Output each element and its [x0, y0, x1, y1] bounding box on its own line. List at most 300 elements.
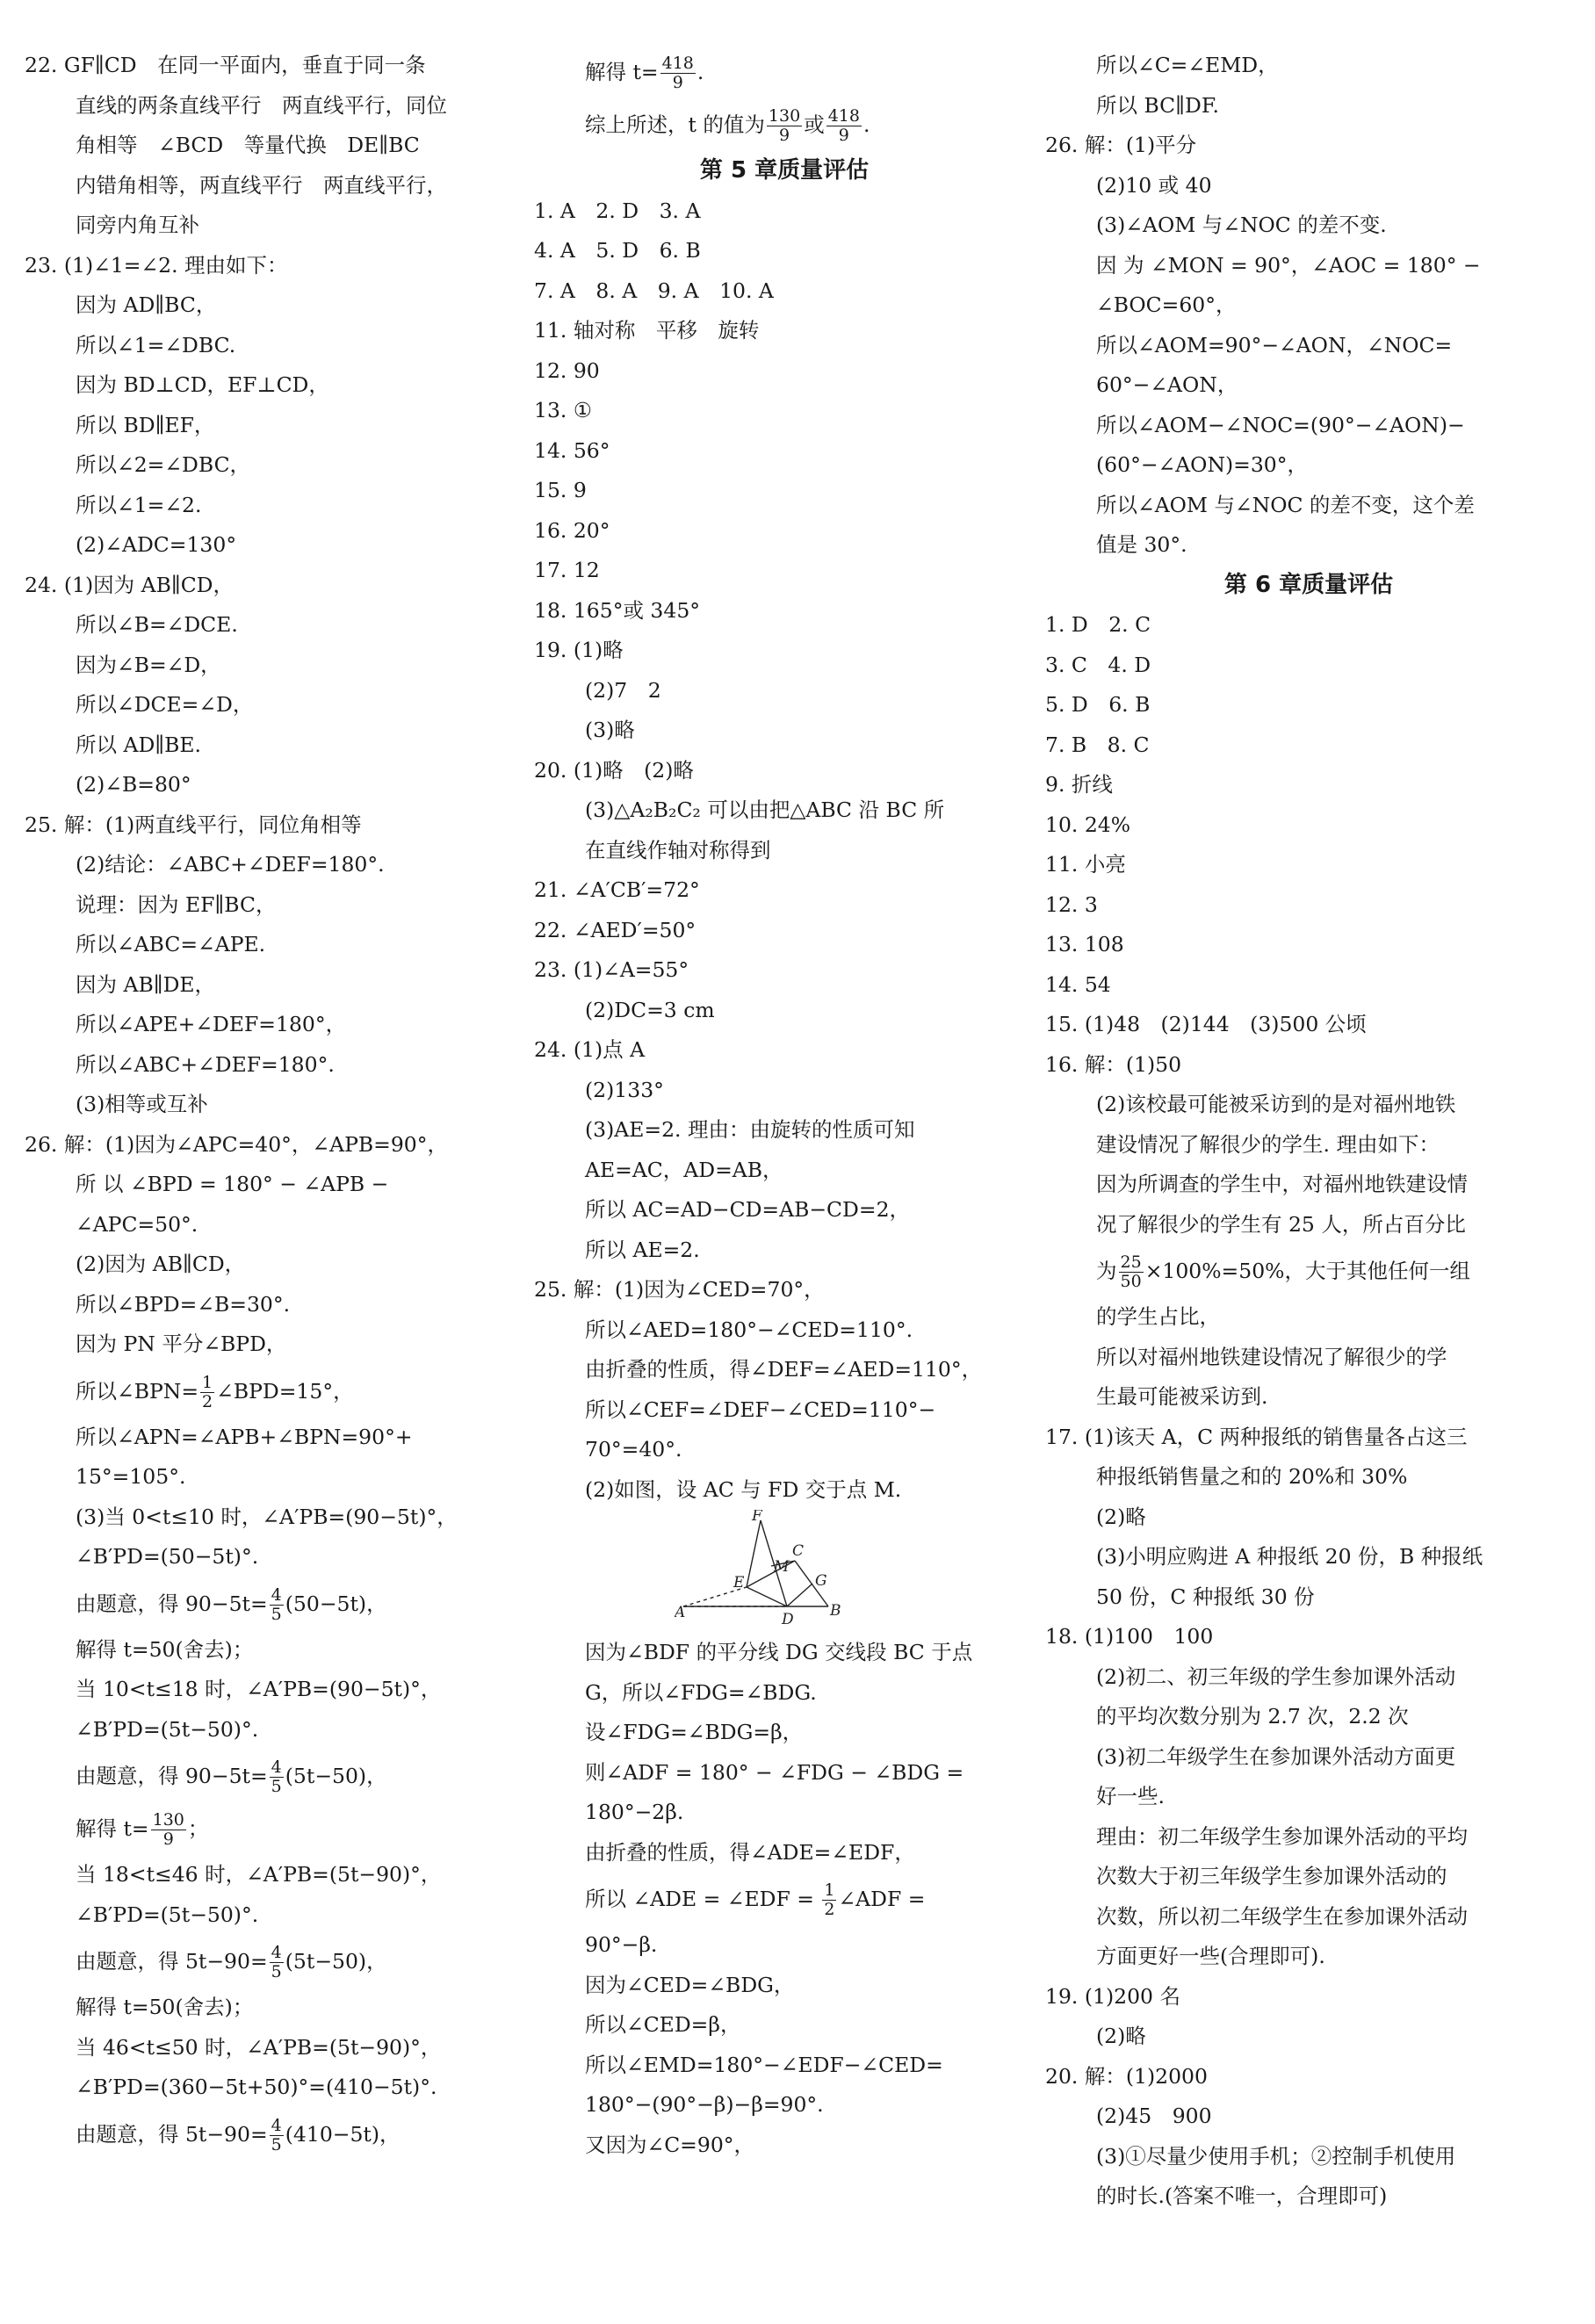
fig-label-C: C [792, 1542, 805, 1560]
text-segment: (2)该校最可能被采访到的是对福州地铁 [1096, 1092, 1456, 1116]
answer-line [534, 991, 1035, 1031]
answer-line [534, 391, 1035, 431]
text-segment: 12. 3 [1045, 891, 1098, 917]
text-segment: 16. 解：(1)50 [1045, 1051, 1182, 1077]
text-segment: 由题意，得 5t−90= [76, 1949, 268, 1974]
text-segment: (3)初二年级学生在参加课外活动方面更 [1096, 1743, 1456, 1769]
text-segment: 次数，所以初二年级学生在参加课外活动 [1096, 1903, 1468, 1929]
line-F-E [747, 1520, 761, 1587]
answer-line [1045, 1897, 1572, 1938]
answer-line [25, 646, 516, 686]
answer-line [1045, 126, 1572, 166]
text-segment: 综上所述，t 的值为 [585, 112, 765, 137]
fraction-numerator: 25 [1120, 1252, 1142, 1272]
answer-line [534, 1110, 1035, 1151]
text-segment: 当 10<t≤18 时，∠A′PB=(90−5t)°， [76, 1677, 442, 1701]
text-segment: 则∠ADF = 180° − ∠FDG − ∠BDG = [585, 1759, 964, 1785]
fraction-numerator: 4 [271, 1757, 282, 1777]
text-segment: ∠ADF = [838, 1887, 926, 1911]
text-segment: 19. (1)200 名 [1045, 1983, 1180, 2009]
text-segment: 又因为∠C=90°， [585, 2132, 755, 2157]
answer-line [1045, 1777, 1572, 1817]
answer-line [534, 1350, 1035, 1390]
text-segment: 同旁内角互补 [76, 213, 199, 237]
text-segment: (2)因为 AB∥CD， [76, 1252, 246, 1276]
text-segment: (50−5t)， [285, 1591, 387, 1616]
answer-line [1045, 1125, 1572, 1166]
text-segment: ∠APC=50°. [76, 1211, 198, 1237]
answer-line [1045, 1377, 1572, 1418]
text-segment: 因为 BD⊥CD，EF⊥CD， [76, 372, 329, 397]
answer-line [1045, 285, 1572, 326]
answer-line [534, 431, 1035, 472]
answer-line [25, 1365, 516, 1418]
answer-line [534, 2085, 1035, 2126]
answer-line [25, 1418, 516, 1458]
text-segment: ×100%=50%，大于其他任何一组 [1144, 1259, 1470, 1283]
text-segment: 所以∠AOM=90°−∠AON，∠NOC= [1096, 332, 1453, 357]
answer-line [1045, 1045, 1572, 1086]
answer-line [534, 2005, 1035, 2046]
text-segment: ∠BPD=15°， [216, 1378, 354, 1404]
answer-line [25, 805, 516, 846]
answer-line [534, 191, 1035, 232]
text-segment: 所以∠BPN= [76, 1378, 199, 1404]
text-segment: ∠B′PD=(50−5t)°. [76, 1544, 259, 1569]
answer-line [534, 1753, 1035, 1794]
text-segment: 10. 24% [1045, 812, 1131, 837]
fraction-numerator: 130 [768, 106, 801, 126]
answer-line [25, 86, 516, 126]
text-segment: 9. 折线 [1045, 772, 1113, 797]
text-segment: 由题意，得 90−5t= [76, 1591, 268, 1616]
text-segment: 24. (1)因为 AB∥CD， [25, 572, 235, 597]
answer-line [25, 126, 516, 166]
fraction [151, 1811, 186, 1849]
chapter-6-answers [1045, 605, 1572, 2217]
text-segment: 19. (1)略 [534, 638, 624, 662]
text-segment: . [696, 60, 704, 84]
fraction [270, 1758, 284, 1796]
line-D-G [787, 1584, 812, 1606]
answer-line [534, 471, 1035, 511]
answer-line [534, 1151, 1035, 1191]
text-segment: 18. 165°或 345° [534, 597, 701, 623]
answer-line [534, 271, 1035, 312]
answer-line [1045, 1297, 1572, 1338]
fraction-denominator: 5 [271, 2134, 282, 2154]
answer-line [534, 911, 1035, 951]
answer-line [534, 1231, 1035, 1271]
answer-line [1045, 1937, 1572, 1977]
answer-line [25, 965, 516, 1006]
text-segment: 所以对福州地铁建设情况了解很少的学 [1096, 1344, 1447, 1369]
text-segment: 当 18<t≤46 时，∠A′PB=(5t−90)°， [76, 1862, 442, 1887]
answer-line [25, 46, 516, 86]
text-segment: 所以∠AOM 与∠NOC 的差不变，这个差 [1096, 492, 1475, 517]
answer-line [25, 1577, 516, 1630]
text-segment: 种报纸销售量之和的 20%和 30% [1096, 1464, 1408, 1489]
answer-line [25, 1457, 516, 1498]
answer-line [534, 1873, 1035, 1925]
answer-line [25, 2108, 516, 2161]
text-segment: (2)DC=3 cm [585, 997, 715, 1022]
fraction-denominator: 9 [779, 126, 790, 145]
answer-line [25, 1165, 516, 1205]
text-segment: 90°−β. [585, 1932, 658, 1957]
fraction [660, 54, 696, 92]
text-segment: 所以∠B=∠DCE. [76, 612, 238, 637]
text-segment: . [862, 112, 870, 137]
text-segment: 生最可能被采访到. [1096, 1384, 1268, 1409]
text-segment: 21. ∠A′CB′=72° [534, 877, 700, 902]
answer-line [1045, 2137, 1572, 2177]
answer-line [534, 870, 1035, 911]
fig-label-G: G [815, 1572, 827, 1590]
fraction [270, 1586, 284, 1624]
answer-line [1045, 845, 1572, 885]
answer-line [25, 1895, 516, 1936]
text-segment: 所以∠1=∠DBC. [76, 332, 236, 357]
fraction-denominator: 5 [271, 1962, 282, 1981]
fraction [1119, 1253, 1144, 1291]
chapter-5-title: 第 5 章质量评估 [699, 157, 870, 184]
answer-line [25, 1988, 516, 2028]
fig-label-D: D [782, 1611, 794, 1628]
answer-line [1045, 1537, 1572, 1577]
answer-line [534, 1470, 1035, 1511]
answer-line [534, 751, 1035, 791]
text-segment: 因为 PN 平分∠BPD， [76, 1332, 287, 1356]
answer-line [25, 885, 516, 926]
text-segment: (5t−50)， [285, 1764, 387, 1788]
answer-line [1045, 365, 1572, 406]
text-segment: 况了解很少的学生有 25 人，所占百分比 [1096, 1211, 1466, 1237]
answer-line [534, 1390, 1035, 1431]
answer-line [25, 1630, 516, 1671]
text-segment: 20. (1)略 (2)略 [534, 757, 694, 783]
answer-line [1045, 166, 1572, 206]
text-segment: ∠B′PD=(360−5t+50)°=(410−5t)°. [76, 2075, 437, 2099]
answer-line [534, 1713, 1035, 1753]
fraction-numerator: 1 [202, 1372, 213, 1392]
text-segment: 因 为 ∠MON = 90°，∠AOC = 180° − [1096, 252, 1481, 278]
text-segment: 所以∠DCE=∠D， [76, 692, 254, 717]
answer-line [534, 1833, 1035, 1873]
text-segment: (3)①尽量少使用手机；②控制手机使用 [1096, 2143, 1456, 2169]
text-segment: (2)10 或 40 [1096, 172, 1212, 198]
answer-line [1045, 2097, 1572, 2137]
text-segment: 解得 t= [585, 60, 659, 84]
answer-line [25, 486, 516, 526]
text-segment: 所以 AC=AD−CD=AB−CD=2， [585, 1197, 911, 1222]
answer-line [1045, 1418, 1572, 1458]
answer-line [25, 925, 516, 965]
answer-line [534, 631, 1035, 671]
fig-label-A: A [675, 1604, 686, 1621]
text-segment: 所以∠CED=β， [585, 2012, 741, 2037]
fraction [822, 1881, 836, 1919]
text-segment: 方面更好一些(合理即可). [1096, 1944, 1325, 1968]
answer-line [534, 551, 1035, 591]
chapter-5-answers-continued [534, 1633, 1035, 2165]
fraction-denominator: 5 [271, 1604, 282, 1624]
text-segment: 12. 90 [534, 357, 600, 383]
text-segment: 22. ∠AED′=50° [534, 917, 696, 942]
text-segment: (2)133° [585, 1077, 664, 1102]
text-segment: 建设情况了解很少的学生. 理由如下： [1096, 1131, 1440, 1157]
answer-line [1045, 486, 1572, 526]
answer-line [534, 831, 1035, 871]
text-segment: (5t−50)， [285, 1949, 387, 1974]
fraction-denominator: 2 [824, 1900, 835, 1919]
text-segment: 18. (1)100 100 [1045, 1624, 1214, 1649]
answer-line [25, 1802, 516, 1855]
answer-line [534, 1430, 1035, 1470]
column-1 [25, 46, 516, 2161]
answer-line [534, 311, 1035, 351]
text-segment: 23. (1)∠A=55° [534, 957, 689, 982]
text-segment: 次数大于初三年级学生参加课外活动的 [1096, 1864, 1447, 1888]
answer-line [534, 1270, 1035, 1310]
fraction-numerator: 4 [271, 2115, 282, 2135]
answer-line [25, 1205, 516, 1245]
answer-line [534, 1071, 1035, 1111]
text-segment: 因为∠CED=∠BDG， [585, 1972, 795, 1997]
fraction-denominator: 50 [1120, 1272, 1142, 1291]
fraction [200, 1374, 214, 1411]
text-segment: (2)略 [1096, 2024, 1146, 2048]
answer-line [534, 790, 1035, 831]
answer-line [1045, 925, 1572, 965]
text-segment: (2)∠ADC=130° [76, 532, 237, 557]
answer-line [534, 1190, 1035, 1231]
answer-line [1045, 1577, 1572, 1618]
answer-line [25, 1245, 516, 1285]
text-segment: 的学生占比， [1096, 1304, 1220, 1329]
answer-line [534, 1925, 1035, 1966]
answer-line [25, 406, 516, 446]
fraction-denominator: 9 [162, 1830, 174, 1849]
text-segment: 设∠FDG=∠BDG=β， [585, 1720, 804, 1744]
text-segment: 所以∠1=∠2. [76, 492, 202, 517]
fraction-denominator: 2 [202, 1391, 213, 1411]
geometry-figure [675, 1510, 1035, 1633]
text-segment: 17. (1)该天 A，C 两种报纸的销售量各占这三 [1045, 1424, 1468, 1449]
fig-label-F: F [752, 1510, 762, 1525]
text-segment: 1. A 2. D 3. A [534, 198, 701, 223]
text-segment: 13. 108 [1045, 932, 1124, 956]
answer-line [1045, 725, 1572, 766]
answer-line [1045, 1857, 1572, 1897]
text-segment: 当 46<t≤50 时，∠A′PB=(5t−90)°， [76, 2034, 442, 2060]
text-segment: 值是 30°. [1096, 532, 1187, 557]
answer-line [534, 1673, 1035, 1714]
text-segment: 17. 12 [534, 558, 600, 582]
text-segment: 理由：初二年级学生参加课外活动的平均 [1096, 1823, 1468, 1849]
fig-label-M: M [774, 1558, 790, 1576]
answer-line [1045, 46, 1572, 86]
text-segment: 或 [804, 112, 825, 137]
text-segment: 的时长.(答案不唯一，合理即可) [1096, 2183, 1388, 2208]
text-segment: 3. C 4. D [1045, 652, 1151, 677]
text-segment: 所以∠AED=180°−∠CED=110°. [585, 1317, 913, 1342]
answer-line [534, 671, 1035, 711]
text-segment: 所以 BD∥EF， [76, 412, 215, 437]
answer-line [1045, 406, 1572, 446]
answer-line [1045, 2057, 1572, 2097]
text-segment: 15. 9 [534, 478, 587, 502]
answer-line [1045, 1205, 1572, 1245]
answer-line [1045, 86, 1572, 126]
answer-line [1045, 206, 1572, 246]
answer-line [1045, 646, 1572, 686]
text-segment: (3)小明应购进 A 种报纸 20 份，B 种报纸 [1096, 1544, 1483, 1569]
line-E-D [747, 1587, 787, 1606]
answer-line [1045, 605, 1572, 646]
text-segment: 180°−(90°−β)−β=90°. [585, 2092, 824, 2117]
answer-line [25, 1935, 516, 1988]
answer-line [1045, 685, 1572, 725]
text-segment: ； [187, 1816, 209, 1841]
answer-line [25, 1855, 516, 1895]
text-segment: 5. D 6. B [1045, 692, 1151, 717]
text-segment: (2)7 2 [585, 677, 661, 703]
answer-line [1045, 2176, 1572, 2217]
text-segment: 因为所调查的学生中，对福州地铁建设情 [1096, 1172, 1468, 1196]
text-segment: 14. 54 [1045, 971, 1111, 997]
fraction [270, 2117, 284, 2154]
chapter-6-title: 第 6 章质量评估 [1223, 571, 1394, 598]
text-segment: (3)AE=2. 理由：由旋转的性质可知 [585, 1117, 915, 1142]
text-segment: (2)略 [1096, 1504, 1146, 1529]
fig-label-E: E [733, 1574, 745, 1591]
text-segment: 50 份，C 种报纸 30 份 [1096, 1584, 1315, 1609]
text-segment: (410−5t)， [285, 2121, 401, 2147]
text-segment: 14. 56° [534, 437, 610, 463]
text-segment: 解得 t=50(舍去)； [76, 1636, 254, 1662]
answer-line [1045, 1005, 1572, 1045]
text-segment: 11. 小亮 [1045, 852, 1126, 877]
text-segment: 所以∠2=∠DBC， [76, 452, 251, 477]
answer-line [1045, 1498, 1572, 1538]
answer-line [1045, 965, 1572, 1006]
answer-line [25, 445, 516, 486]
text-segment: 所以∠APE+∠DEF=180°， [76, 1012, 347, 1036]
fraction-denominator: 9 [672, 73, 683, 92]
text-segment: 好一些. [1096, 1784, 1165, 1808]
text-segment: 13. ① [534, 398, 592, 422]
text-segment: 180°−2β. [585, 1800, 684, 1824]
text-segment: 所以 AD∥BE. [76, 732, 202, 757]
fraction-numerator: 130 [152, 1810, 184, 1830]
answer-line [25, 1005, 516, 1045]
answer-line [25, 1537, 516, 1577]
text-segment: 所以∠CEF=∠DEF−∠CED=110°− [585, 1397, 936, 1422]
text-segment: 24. (1)点 A [534, 1037, 646, 1062]
text-segment: 所以∠EMD=180°−∠EDF−∠CED= [585, 2052, 943, 2077]
fraction-numerator: 418 [661, 54, 694, 73]
answer-line [1045, 2017, 1572, 2057]
answer-line [25, 1750, 516, 1802]
answer-line [534, 231, 1035, 271]
answer-line [1045, 1338, 1572, 1378]
text-segment: 70°=40°. [585, 1437, 682, 1462]
fraction-denominator: 9 [838, 126, 849, 145]
answer-line [534, 711, 1035, 751]
answer-line [25, 725, 516, 766]
text-segment: 因为 AD∥BC， [76, 292, 217, 317]
answer-line [534, 1310, 1035, 1351]
text-segment: (3)当 0<t≤10 时，∠A′PB=(90−5t)°， [76, 1504, 458, 1529]
answer-line [25, 605, 516, 646]
answer-line [1045, 1817, 1572, 1858]
answer-line [1045, 445, 1572, 486]
answer-line [25, 326, 516, 366]
text-segment: 7. A 8. A 9. A 10. A [534, 278, 774, 303]
chapter-5-answers [534, 191, 1035, 1511]
fig-label-B: B [830, 1602, 841, 1620]
answer-line [25, 566, 516, 606]
fraction [767, 107, 802, 145]
answer-line [25, 525, 516, 566]
text-segment: 所以∠C=∠EMD， [1096, 53, 1279, 77]
text-segment: 由题意，得 90−5t= [76, 1764, 268, 1788]
text-segment: 由折叠的性质，得∠DEF=∠AED=110°， [585, 1357, 983, 1382]
text-segment: 23. (1)∠1=∠2. 理由如下： [25, 252, 288, 278]
text-segment: 25. 解：(1)因为∠CED=70°， [534, 1277, 825, 1302]
text-segment: 所以∠ABC=∠APE. [76, 932, 266, 956]
text-segment: 26. 解：(1)因为∠APC=40°，∠APB=90°， [25, 1131, 449, 1157]
answer-line [25, 1498, 516, 1538]
answer-line [25, 1125, 516, 1166]
text-segment: ∠B′PD=(5t−50)°. [76, 1902, 259, 1927]
answer-line [534, 1633, 1035, 1673]
column-3-continuation [1045, 46, 1572, 566]
text-segment: 所以∠ABC+∠DEF=180°. [76, 1051, 335, 1077]
fraction-numerator: 4 [271, 1943, 282, 1962]
text-segment: (3)∠AOM 与∠NOC 的差不变. [1096, 213, 1387, 237]
text-segment: (2)45 900 [1096, 2104, 1212, 2128]
text-segment: ∠B′PD=(5t−50)°. [76, 1716, 259, 1742]
answer-line [534, 1966, 1035, 2006]
answer-line [534, 46, 1035, 98]
answer-line [534, 1793, 1035, 1833]
answer-line [1045, 1085, 1572, 1125]
text-segment: 因为∠BDF 的平分线 DG 交线段 BC 于点 [585, 1640, 973, 1664]
text-segment: 所以∠AOM−∠NOC=(90°−∠AON)− [1096, 412, 1465, 437]
text-segment: 15°=105°. [76, 1464, 186, 1489]
answer-line [25, 845, 516, 885]
text-segment: 解得 t=50(舍去)； [76, 1995, 254, 2019]
answer-line [1045, 1697, 1572, 1737]
answer-line [25, 206, 516, 246]
text-segment: 所以∠BPD=∠B=30°. [76, 1291, 291, 1317]
text-segment: 由题意，得 5t−90= [76, 2121, 268, 2147]
text-segment: 1. D 2. C [1045, 612, 1151, 637]
text-segment: (2)结论：∠ABC+∠DEF=180°. [76, 852, 385, 877]
text-segment: G，所以∠FDG=∠BDG. [585, 1679, 817, 1705]
answer-line [534, 511, 1035, 552]
answer-line [534, 2046, 1035, 2086]
text-segment: 所 以 ∠BPD = 180° − ∠APB − [76, 1172, 389, 1196]
answer-line [1045, 765, 1572, 805]
text-segment: 60°−∠AON， [1096, 372, 1238, 397]
answer-line [25, 1324, 516, 1365]
text-segment: 26. 解：(1)平分 [1045, 133, 1197, 157]
answer-line [1045, 1737, 1572, 1778]
text-segment: 在直线作轴对称得到 [585, 837, 771, 862]
